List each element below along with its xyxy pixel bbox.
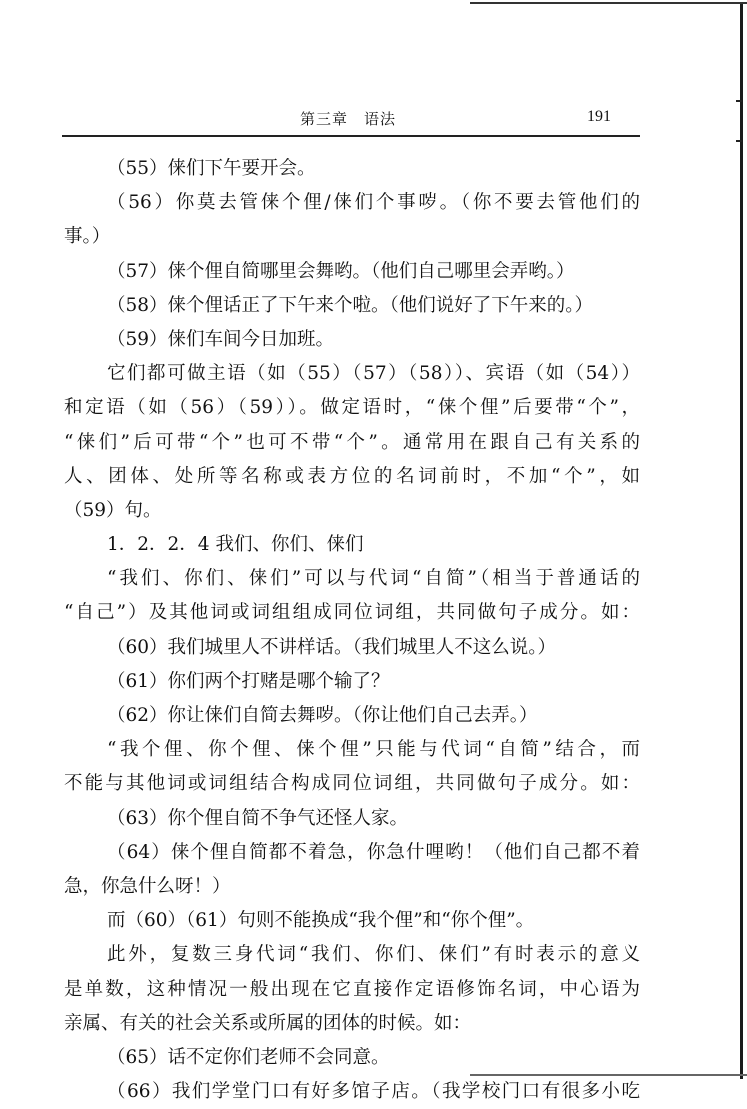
text-line: （59）俫们车间今日加班。	[107, 328, 335, 350]
scan-edge-right	[740, 4, 743, 1079]
text-line: 1．2．2．4 我们、你们、俫们	[107, 534, 364, 556]
scan-edge-tick	[736, 140, 742, 142]
running-head	[62, 108, 640, 136]
chapter-title: 第三章 语法	[300, 110, 397, 128]
text-line: 它们都可做主语（如（55）（57）（58））、宾语（如（54））	[107, 363, 640, 385]
text-line: （65）话不定你们老师不会同意。	[107, 1046, 390, 1068]
text-line: （58）俫个俚话正了下午来个啦。（他们说好了下午来的。）	[107, 294, 594, 316]
header-rule	[62, 135, 640, 137]
text-line: “我们、你们、俫们”可以与代词“自简”（相当于普通话的	[107, 568, 640, 590]
text-line: 此外，复数三身代词“我们、你们、俫们”有时表示的意义	[107, 944, 640, 966]
text-line: 急，你急什么呀！）	[64, 875, 231, 897]
text-line: （61）你们两个打赌是哪个输了？	[107, 670, 390, 692]
text-line: 不能与其他词或词组结合构成同位词组，共同做句子成分。如：	[64, 773, 640, 795]
page-number: 191	[587, 108, 611, 125]
text-line: （62）你让俫们自简去舞哕。（你让他们自己去弄。）	[107, 705, 538, 726]
text-line: “俫们”后可带“个”也可不带“个”。通常用在跟自己有关系的	[64, 431, 640, 453]
text-line: （55）俫们下午要开会。	[107, 158, 316, 179]
text-line: 而（60）（61）句则不能换成“我个俚”和“你个俚”。	[107, 910, 535, 932]
text-line: （63）你个俚自简不争气还怪人家。	[107, 807, 409, 829]
scan-edge-top	[470, 2, 747, 4]
text-line: （60）我们城里人不讲样话。（我们城里人不这么说。）	[107, 636, 557, 658]
text-line: （57）俫个俚自简哪里会舞哟。（他们自己哪里会弄哟。）	[107, 260, 575, 282]
text-line: “我个俚、你个俚、俫个俚”只能与代词“自简”结合，而	[107, 739, 640, 761]
text-line: 是单数，这种情况一般出现在它直接作定语修饰名词，中心语为	[64, 978, 640, 1000]
text-line: （66）我们学堂门口有好多馆子店。（我学校门口有很多小吃	[107, 1081, 640, 1103]
page-body	[64, 152, 640, 1109]
text-line: （56）你莫去管俫个俚/俫们个事哕。（你不要去管他们的	[107, 192, 640, 214]
scan-edge-tick	[736, 100, 742, 102]
text-line: 亲属、有关的社会关系或所属的团体的时候。如：	[64, 1012, 472, 1034]
text-line: （64）俫个俚自简都不着急，你急什哩哟！（他们自己都不着	[107, 841, 640, 863]
text-line: “自己”）及其他词或词组组成同位词组，共同做句子成分。如：	[64, 602, 640, 624]
text-line: （59）句。	[64, 499, 162, 521]
text-line: 事。）	[64, 226, 111, 248]
text-line: 和定语（如（56）（59））。做定语时，“俫个俚”后要带“个”，	[64, 397, 640, 419]
text-line: 人、团体、处所等名称或表方位的名词前时，不加“个”，如	[64, 465, 640, 487]
